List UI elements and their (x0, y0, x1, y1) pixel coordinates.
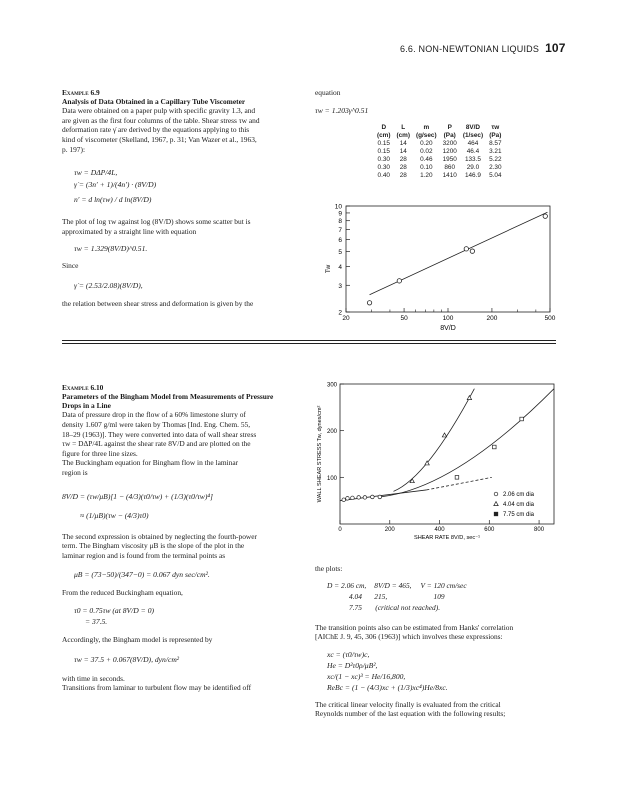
y-tick-label: 100 (326, 475, 337, 482)
second-expression-text: The second expression is obtained by neglecting the fourth-power term. The Bingham viscosity μB is the slope of the plot in the laminar region and is found from the terminal points as (62, 531, 257, 560)
running-header (400, 41, 566, 55)
equation-fit: τw = 1.329(8V/D)^0.51. (74, 244, 148, 254)
data-table (374, 124, 505, 180)
point-4-04 (467, 396, 471, 400)
legend-label: 4.04 cm dia (503, 502, 535, 508)
example-title: Analysis of Data Obtained in a Capillary Tube Viscometer (62, 97, 246, 106)
legend-marker (494, 492, 498, 496)
point-2-06 (357, 496, 361, 500)
equation-gamma: γ̇ = (3n′ + 1)/(4n′) · (8V/D) (74, 180, 157, 190)
hanks-eq-xc: xc = (τ0/τw)c, (327, 649, 370, 659)
point-7-75 (455, 476, 459, 480)
bingham-viscosity: μB = (73−50)/(347−0) = 0.067 dyn sec/cm². (74, 570, 210, 580)
example-label: Example 6.9 (62, 88, 100, 97)
turbulent-curve-4-04 (394, 389, 475, 492)
buckingham-equation: 8V/D = (τw/μB)[1 − (4/3)(τ0/τw) + (1/3)(τ0/τw)⁴] (62, 491, 213, 501)
turbulent-curve-2-06 (380, 389, 554, 497)
point-4-04 (410, 479, 414, 483)
point-2-06 (346, 497, 350, 501)
table-units-row: (cm) (cm) (g/sec) (Pa) (1/sec) (Pa) (377, 132, 502, 139)
table-row: 0.15 14 0.20 3200 464 8.57 (377, 140, 502, 147)
point-7-75 (520, 417, 524, 421)
hanks-text: The transition points also can be estimated from Hanks' correlation [AIChE J. 9, 45, 306 (1963)] which involves these expressions: (315, 622, 514, 642)
tau0-value: = 37.5. (85, 616, 108, 626)
table-row: 0.40 28 1.20 1410 146.9 5.04 (377, 172, 502, 179)
plots-text: the plots: (315, 564, 343, 573)
y-tick-label: 4 (338, 263, 342, 271)
point-2-06 (342, 498, 346, 502)
x-tick-label: 200 (384, 527, 395, 533)
y-tick-label: 6 (338, 237, 342, 245)
y-tick-label: 3 (338, 282, 342, 290)
x-tick-label: 50 (400, 315, 408, 322)
example-intro: Data were obtained on a paper pulp with specific gravity 1.3, and are given as the first four columns of the table. Shear stress τw and deformation rate γ̇ are derived by the equations applying to this kind of viscometer (Skelland, 1967, p. 31; Van Wazer et al., 1963, p. 197): (62, 106, 260, 154)
data-point (397, 279, 401, 283)
legend-marker (494, 512, 498, 516)
x-tick-label: 20 (342, 315, 350, 322)
example-intro: Data of pressure drop in the flow of a 60% limestone slurry of density 1.607 g/ml were taken by Thomas [Ind. Eng. Chem. 55, 18–29 (1963)]. They were converted into data of wall shear stress τw = DΔP/4L against the shear rate 8V/D and are plotted on the figure for three line sizes. (62, 410, 257, 458)
data-point (470, 249, 474, 253)
accordingly-text: Accordingly, the Bingham model is represented by (62, 634, 213, 644)
equation-tau: τw = DΔP/4L, (74, 168, 118, 178)
table-row: 4.04 215, 109 (349, 591, 445, 601)
y-axis-label: WALL SHEAR STRESS Tw, dynes/cm² (317, 405, 323, 503)
x-tick-label: 500 (544, 315, 556, 322)
section-title: 6.6. NON-NEWTONIAN LIQUIDS (400, 44, 540, 54)
x-axis-label: 8V/D (440, 325, 456, 332)
loglog-chart (318, 200, 558, 332)
buckingham-approx: ≈ (1/μB)(τw − (4/3)τ0) (80, 510, 149, 520)
data-point (367, 301, 371, 305)
table-row: 0.30 28 0.10 860 29.0 2.30 (377, 164, 502, 171)
equation-n: n′ = d ln(τw) / d ln(8V/D) (74, 195, 152, 205)
section-divider (62, 343, 556, 344)
legend-marker (494, 502, 498, 506)
y-tick-label: 5 (338, 249, 342, 257)
data-point (543, 214, 547, 218)
example-title: Parameters of the Bingham Model from Measurements of Pressure Drops in a Line (62, 392, 274, 411)
x-tick-label: 0 (338, 527, 342, 533)
x-tick-label: 800 (534, 527, 545, 533)
x-axis-label: SHEAR RATE 8V/D, sec⁻¹ (414, 535, 480, 541)
plot-frame (346, 206, 550, 312)
page-number: 107 (545, 41, 566, 55)
table-row: 0.30 28 0.46 1950 133.5 5.22 (377, 156, 502, 163)
legend-label: 7.75 cm dia (503, 512, 535, 518)
equation-gamma-ratio: γ̇ = (2.53/2.08)(8V/D), (74, 280, 143, 290)
y-tick-label: 8 (338, 218, 342, 226)
y-tick-label: 10 (334, 203, 342, 211)
hanks-eq-he: He = D²τ0ρ/μB², (327, 660, 378, 670)
seconds-text: with time in seconds. (62, 673, 125, 683)
section-divider (62, 340, 556, 341)
y-tick-label: 9 (338, 210, 342, 218)
y-tick-label: 7 (338, 226, 342, 234)
x-tick-label: 100 (442, 315, 454, 322)
point-2-06 (371, 495, 375, 499)
equation-result: τw = 1.203γ̇^0.51 (315, 106, 369, 115)
tau0-equation: τ0 = 0.75τw (at 8V/D = 0) (74, 605, 155, 615)
transition-results (327, 580, 468, 613)
table-row: D = 2.06 cm, 8V/D = 465, V = 120 cm/sec (327, 580, 467, 590)
buckingham-text: The Buckingham equation for Bingham flow in the laminar region is (62, 458, 239, 477)
point-2-06 (363, 496, 367, 500)
transitions-text: Transitions from laminar to turbulent flow may be identified off (62, 683, 252, 693)
equation-word: equation (315, 88, 341, 97)
example-label: Example 6.10 (62, 383, 104, 392)
y-tick-label: 200 (326, 429, 337, 436)
point-7-75 (492, 445, 496, 449)
bingham-model: τw = 37.5 + 0.067(8V/D), dyn/cm² (74, 654, 180, 664)
example-6-10-left (62, 383, 312, 693)
x-tick-label: 600 (484, 527, 495, 533)
table-row: 7.75 (critical not reached). (349, 602, 441, 612)
x-tick-label: 400 (434, 527, 445, 533)
since-text: Since (62, 261, 79, 271)
hanks-eq-ratio: xc/(1 − xc)³ = He/16,800, (327, 671, 406, 681)
plot-paragraph: The plot of log τw against log (8V/D) shows some scatter but is approximated by a straight line with equation (62, 217, 251, 236)
table-row: 0.15 14 0.02 1200 46.4 3.21 (377, 148, 502, 155)
example-6-10-right (315, 564, 565, 719)
y-tick-label: 2 (338, 309, 342, 317)
example-6-9-left (62, 88, 312, 309)
reduced-text: From the reduced Buckingham equation, (62, 588, 183, 598)
x-tick-label: 200 (486, 315, 498, 322)
fit-line (370, 212, 548, 295)
bingham-chart (308, 378, 560, 556)
point-4-04 (442, 433, 446, 437)
point-2-06 (351, 496, 355, 500)
hanks-eq-re: ReBc = (1 − (4/3)xc + (1/3)xc⁴)He/8xc. (327, 682, 448, 692)
y-tick-label: 300 (326, 382, 337, 389)
data-point (464, 247, 468, 251)
relation-text: the relation between shear stress and deformation is given by the (62, 298, 254, 308)
final-text: The critical linear velocity finally is evaluated from the critical Reynolds number of the last equation with the following results; (315, 699, 506, 719)
point-2-06 (378, 495, 382, 499)
y-axis-label: Tw (325, 264, 332, 274)
table-header-row: D L m P 8V/D τw (381, 124, 500, 131)
legend-label: 2.06 cm dia (503, 492, 535, 498)
